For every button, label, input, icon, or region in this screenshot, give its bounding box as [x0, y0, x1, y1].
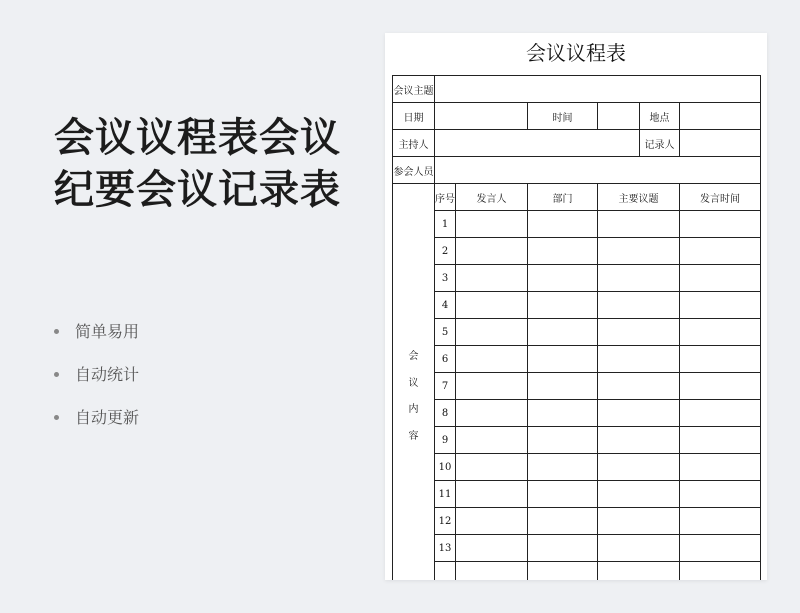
content-label-cell: [393, 184, 435, 581]
topic-cell[interactable]: [598, 454, 680, 481]
feature-item: 简单易用: [54, 310, 139, 353]
col-header-speaker: 发言人: [456, 184, 528, 211]
speak-time-cell[interactable]: [680, 562, 761, 581]
topic-cell[interactable]: [598, 481, 680, 508]
speaker-cell[interactable]: [456, 508, 528, 535]
date-value-cell[interactable]: [435, 103, 528, 130]
table-row: [393, 373, 761, 400]
row-index: 2: [435, 238, 456, 265]
table-row: [393, 346, 761, 373]
topic-cell[interactable]: [598, 346, 680, 373]
content-label-char: 议: [408, 377, 419, 389]
speaker-cell[interactable]: [456, 211, 528, 238]
form-title: 会议议程表: [526, 41, 626, 65]
department-cell[interactable]: [528, 346, 598, 373]
date-row: [393, 103, 761, 130]
speaker-cell[interactable]: [456, 265, 528, 292]
attendees-row: [393, 157, 761, 184]
speak-time-cell[interactable]: [680, 292, 761, 319]
content-label-char: 会: [408, 351, 419, 362]
row-index: 5: [435, 319, 456, 346]
agenda-table: [392, 75, 761, 580]
table-row: [393, 562, 761, 581]
topic-cell[interactable]: [598, 427, 680, 454]
table-row: [393, 427, 761, 454]
attendees-value-cell[interactable]: [435, 157, 761, 184]
speaker-cell[interactable]: [456, 481, 528, 508]
table-row: [393, 508, 761, 535]
speaker-cell[interactable]: [456, 319, 528, 346]
speak-time-cell[interactable]: [680, 346, 761, 373]
speaker-cell[interactable]: [456, 238, 528, 265]
speak-time-cell[interactable]: [680, 535, 761, 562]
feature-list: [54, 310, 139, 439]
place-label: 地点: [640, 103, 680, 130]
time-label: 时间: [528, 103, 598, 130]
speak-time-cell[interactable]: [680, 508, 761, 535]
topic-cell[interactable]: [598, 211, 680, 238]
row-index: 11: [435, 481, 456, 508]
department-cell[interactable]: [528, 562, 598, 581]
row-index: 6: [435, 346, 456, 373]
table-row: [393, 535, 761, 562]
bullet-icon: [54, 415, 59, 420]
topic-cell[interactable]: [598, 508, 680, 535]
headline-line-2: 纪要会议记录表: [54, 167, 341, 213]
content-label-char: 内: [408, 404, 419, 415]
recorder-value-cell[interactable]: [680, 130, 761, 157]
speaker-cell[interactable]: [456, 400, 528, 427]
department-cell[interactable]: [528, 292, 598, 319]
table-row: [393, 319, 761, 346]
topic-cell[interactable]: [598, 319, 680, 346]
department-cell[interactable]: [528, 454, 598, 481]
content-label-char: 容: [408, 430, 419, 442]
headline-line-1: 会议议程表会议: [54, 115, 341, 161]
speaker-cell[interactable]: [456, 373, 528, 400]
department-cell[interactable]: [528, 508, 598, 535]
table-row: [393, 265, 761, 292]
col-header-index: 序号: [435, 184, 456, 211]
table-row: [393, 400, 761, 427]
col-header-department: 部门: [528, 184, 598, 211]
speak-time-cell[interactable]: [680, 373, 761, 400]
speaker-cell[interactable]: [456, 535, 528, 562]
col-header-topic: 主要议题: [598, 184, 680, 211]
table-row: [393, 211, 761, 238]
row-index: 9: [435, 427, 456, 454]
speaker-cell[interactable]: [456, 562, 528, 581]
department-cell[interactable]: [528, 265, 598, 292]
row-index: 7: [435, 373, 456, 400]
speak-time-cell[interactable]: [680, 265, 761, 292]
table-row: [393, 454, 761, 481]
topic-cell[interactable]: [598, 292, 680, 319]
table-row: [393, 481, 761, 508]
speak-time-cell[interactable]: [680, 481, 761, 508]
form-preview: [385, 33, 767, 580]
speak-time-cell[interactable]: [680, 238, 761, 265]
recorder-label: 记录人: [640, 130, 680, 157]
speak-time-cell[interactable]: [680, 400, 761, 427]
speaker-cell[interactable]: [456, 346, 528, 373]
table-row: [393, 238, 761, 265]
topic-value-cell[interactable]: [435, 76, 761, 103]
row-index: 10: [435, 454, 456, 481]
topic-row: [393, 76, 761, 103]
row-index-empty: [435, 562, 456, 581]
row-index: 1: [435, 211, 456, 238]
topic-cell[interactable]: [598, 400, 680, 427]
topic-label: 会议主题: [393, 76, 435, 103]
speak-time-cell[interactable]: [680, 319, 761, 346]
speak-time-cell[interactable]: [680, 211, 761, 238]
attendees-label: 参会人员: [393, 157, 435, 184]
bullet-icon: [54, 372, 59, 377]
feature-item: 自动统计: [54, 353, 139, 396]
speak-time-cell[interactable]: [680, 427, 761, 454]
topic-cell[interactable]: [598, 562, 680, 581]
department-cell[interactable]: [528, 319, 598, 346]
speak-time-cell[interactable]: [680, 454, 761, 481]
column-header-row: [393, 184, 761, 211]
row-index: 13: [435, 535, 456, 562]
row-index: 8: [435, 400, 456, 427]
topic-cell[interactable]: [598, 535, 680, 562]
speaker-cell[interactable]: [456, 454, 528, 481]
department-cell[interactable]: [528, 400, 598, 427]
topic-cell[interactable]: [598, 373, 680, 400]
department-cell[interactable]: [528, 373, 598, 400]
headline: [54, 112, 341, 216]
department-cell[interactable]: [528, 211, 598, 238]
host-row: [393, 130, 761, 157]
host-label: 主持人: [393, 130, 435, 157]
host-value-cell[interactable]: [435, 130, 640, 157]
department-cell[interactable]: [528, 481, 598, 508]
table-row: [393, 292, 761, 319]
col-header-speak-time: 发言时间: [680, 184, 761, 211]
time-value-cell[interactable]: [598, 103, 640, 130]
date-label: 日期: [393, 103, 435, 130]
speaker-cell[interactable]: [456, 292, 528, 319]
topic-cell[interactable]: [598, 238, 680, 265]
row-index: 3: [435, 265, 456, 292]
speaker-cell[interactable]: [456, 427, 528, 454]
row-index: 12: [435, 508, 456, 535]
row-index: 4: [435, 292, 456, 319]
place-value-cell[interactable]: [680, 103, 761, 130]
bullet-icon: [54, 329, 59, 334]
department-cell[interactable]: [528, 427, 598, 454]
department-cell[interactable]: [528, 535, 598, 562]
department-cell[interactable]: [528, 238, 598, 265]
feature-item: 自动更新: [54, 396, 139, 439]
topic-cell[interactable]: [598, 265, 680, 292]
